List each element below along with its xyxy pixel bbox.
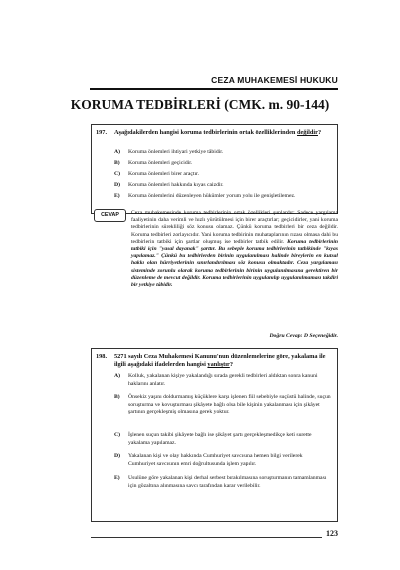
question-number: 198. [96, 353, 108, 360]
header-rule [90, 88, 338, 90]
question-text: Aşağıdakilerden hangisi koruma tedbirlerinin ortak özelliklerinden değildir? [114, 129, 322, 136]
explanation-emphasis: Koruma tedbirlerinin tatbiki için "yasal dayanak" şarttır. Bu sebeple koruma tedbirlerinin tatbikinde "kıyas yapılamaz." Çünkü bu tedbirlerden birinin uygulanılması halinde bireylerin en kutsal hakkı olan hürriyetlerinin sınırlandırılması söz konusu olmaktadır. Ceza yargılaması sisteminde zorunlu olarak koruma tedbirlerinin birinin uygulanılmasına gerektiren bir düzenleme de mevcut değildir. Koruma tedbirlerinin uygulanılıp uygulanılmaması takdiri bir yetkiye tâbidir. [131, 238, 339, 289]
answer-explanation [91, 210, 338, 289]
page-number: 123 [322, 529, 338, 538]
page-title: KORUMA TEDBİRLERİ (CMK. m. 90-144) [70, 97, 330, 112]
explanation-text: Ceza muhakemesinde koruma tedbirlerinin ortak özellikleri şunlardır: Sadece yargılama faaliyetinin daha verimli ve hızlı yürütülmesi için birer araçtırlar; geçicidirler, yani koruma tedbirlerinin sürekliliği söz konusu olamaz. Çünkü koruma tedbirleri bir ceza değildir. Koruma tedbirleri zorlayıcıdır. Yani koruma tedbirinin muhataplarının rızası olmasa dahi bu tedbirlerin tatbiki için şartlar oluşmuş ise tedbirler tatbik edilir. [131, 210, 338, 245]
question-number: 197. [96, 129, 108, 136]
question-198-box: 198. 5271 sayılı Ceza Muhakemesi Kanunu'nun düzenlemelerine göre, yakalama ile ilgili aşağıdaki ifadelerden hangisi yanlıştır? A) Kolluk, yakalanan kişiye yakalandığı sırada gerekli tedbirleri aldıktan sonra kanuni haklarını anlatır. B) Önsekiz yaşını doldurmamış küçüklere karşı işlenen fiil sebebiyle suçüstü halinde, suçun soruşturma ve kovuşturması şikâyete bağlı olsa bile kişinin yakalanması için şikâyet şartının gerçekleşmiş olmasına gerek yoktur. C) İşlenen suçun takibi şikâyete bağlı ise şikâyet şartı gerçekleşmedikçe keti surette yakalama yapılamaz. D) Yakalanan kişi ve olay hakkında Cumhuriyet savcısına hemen bilgi verilerek Cumhuriyet savcısının emri doğrultusunda işlem yapılır. E) Usulüne göre yakalanan kişi derhal serbest bırakılmasına soruşturmanın tamamlanması için gözaltına alınmasına savcı tarafından karar verilebilir. [91, 348, 338, 522]
cevap-label: CEVAP [94, 209, 126, 222]
running-header: CEZA MUHAKEMESİ HUKUKU [211, 75, 338, 85]
footer-rule [91, 537, 338, 538]
question-197-box: 197. Aşağıdakilerden hangisi koruma tedbirlerinin ortak özelliklerinden değildir? A) Koruma önlemleri ihtiyari yetkiye tâbidir. B) Koruma önlemleri geçicidir. C) Koruma önlemleri birer araçtır. D) Koruma önlemleri hakkında kıyas caizdir. E) Koruma önlemlerini düzenleyen hükümler yorum yolu ile genişletilemez. [91, 124, 338, 214]
correct-answer: Doğru Cevap: D Seçeneğidir. [269, 333, 338, 339]
question-text: 5271 sayılı Ceza Muhakemesi Kanunu'nun düzenlemelerine göre, yakalama ile ilgili aşağıdaki ifadelerden hangisi yanlıştır? [114, 353, 326, 368]
